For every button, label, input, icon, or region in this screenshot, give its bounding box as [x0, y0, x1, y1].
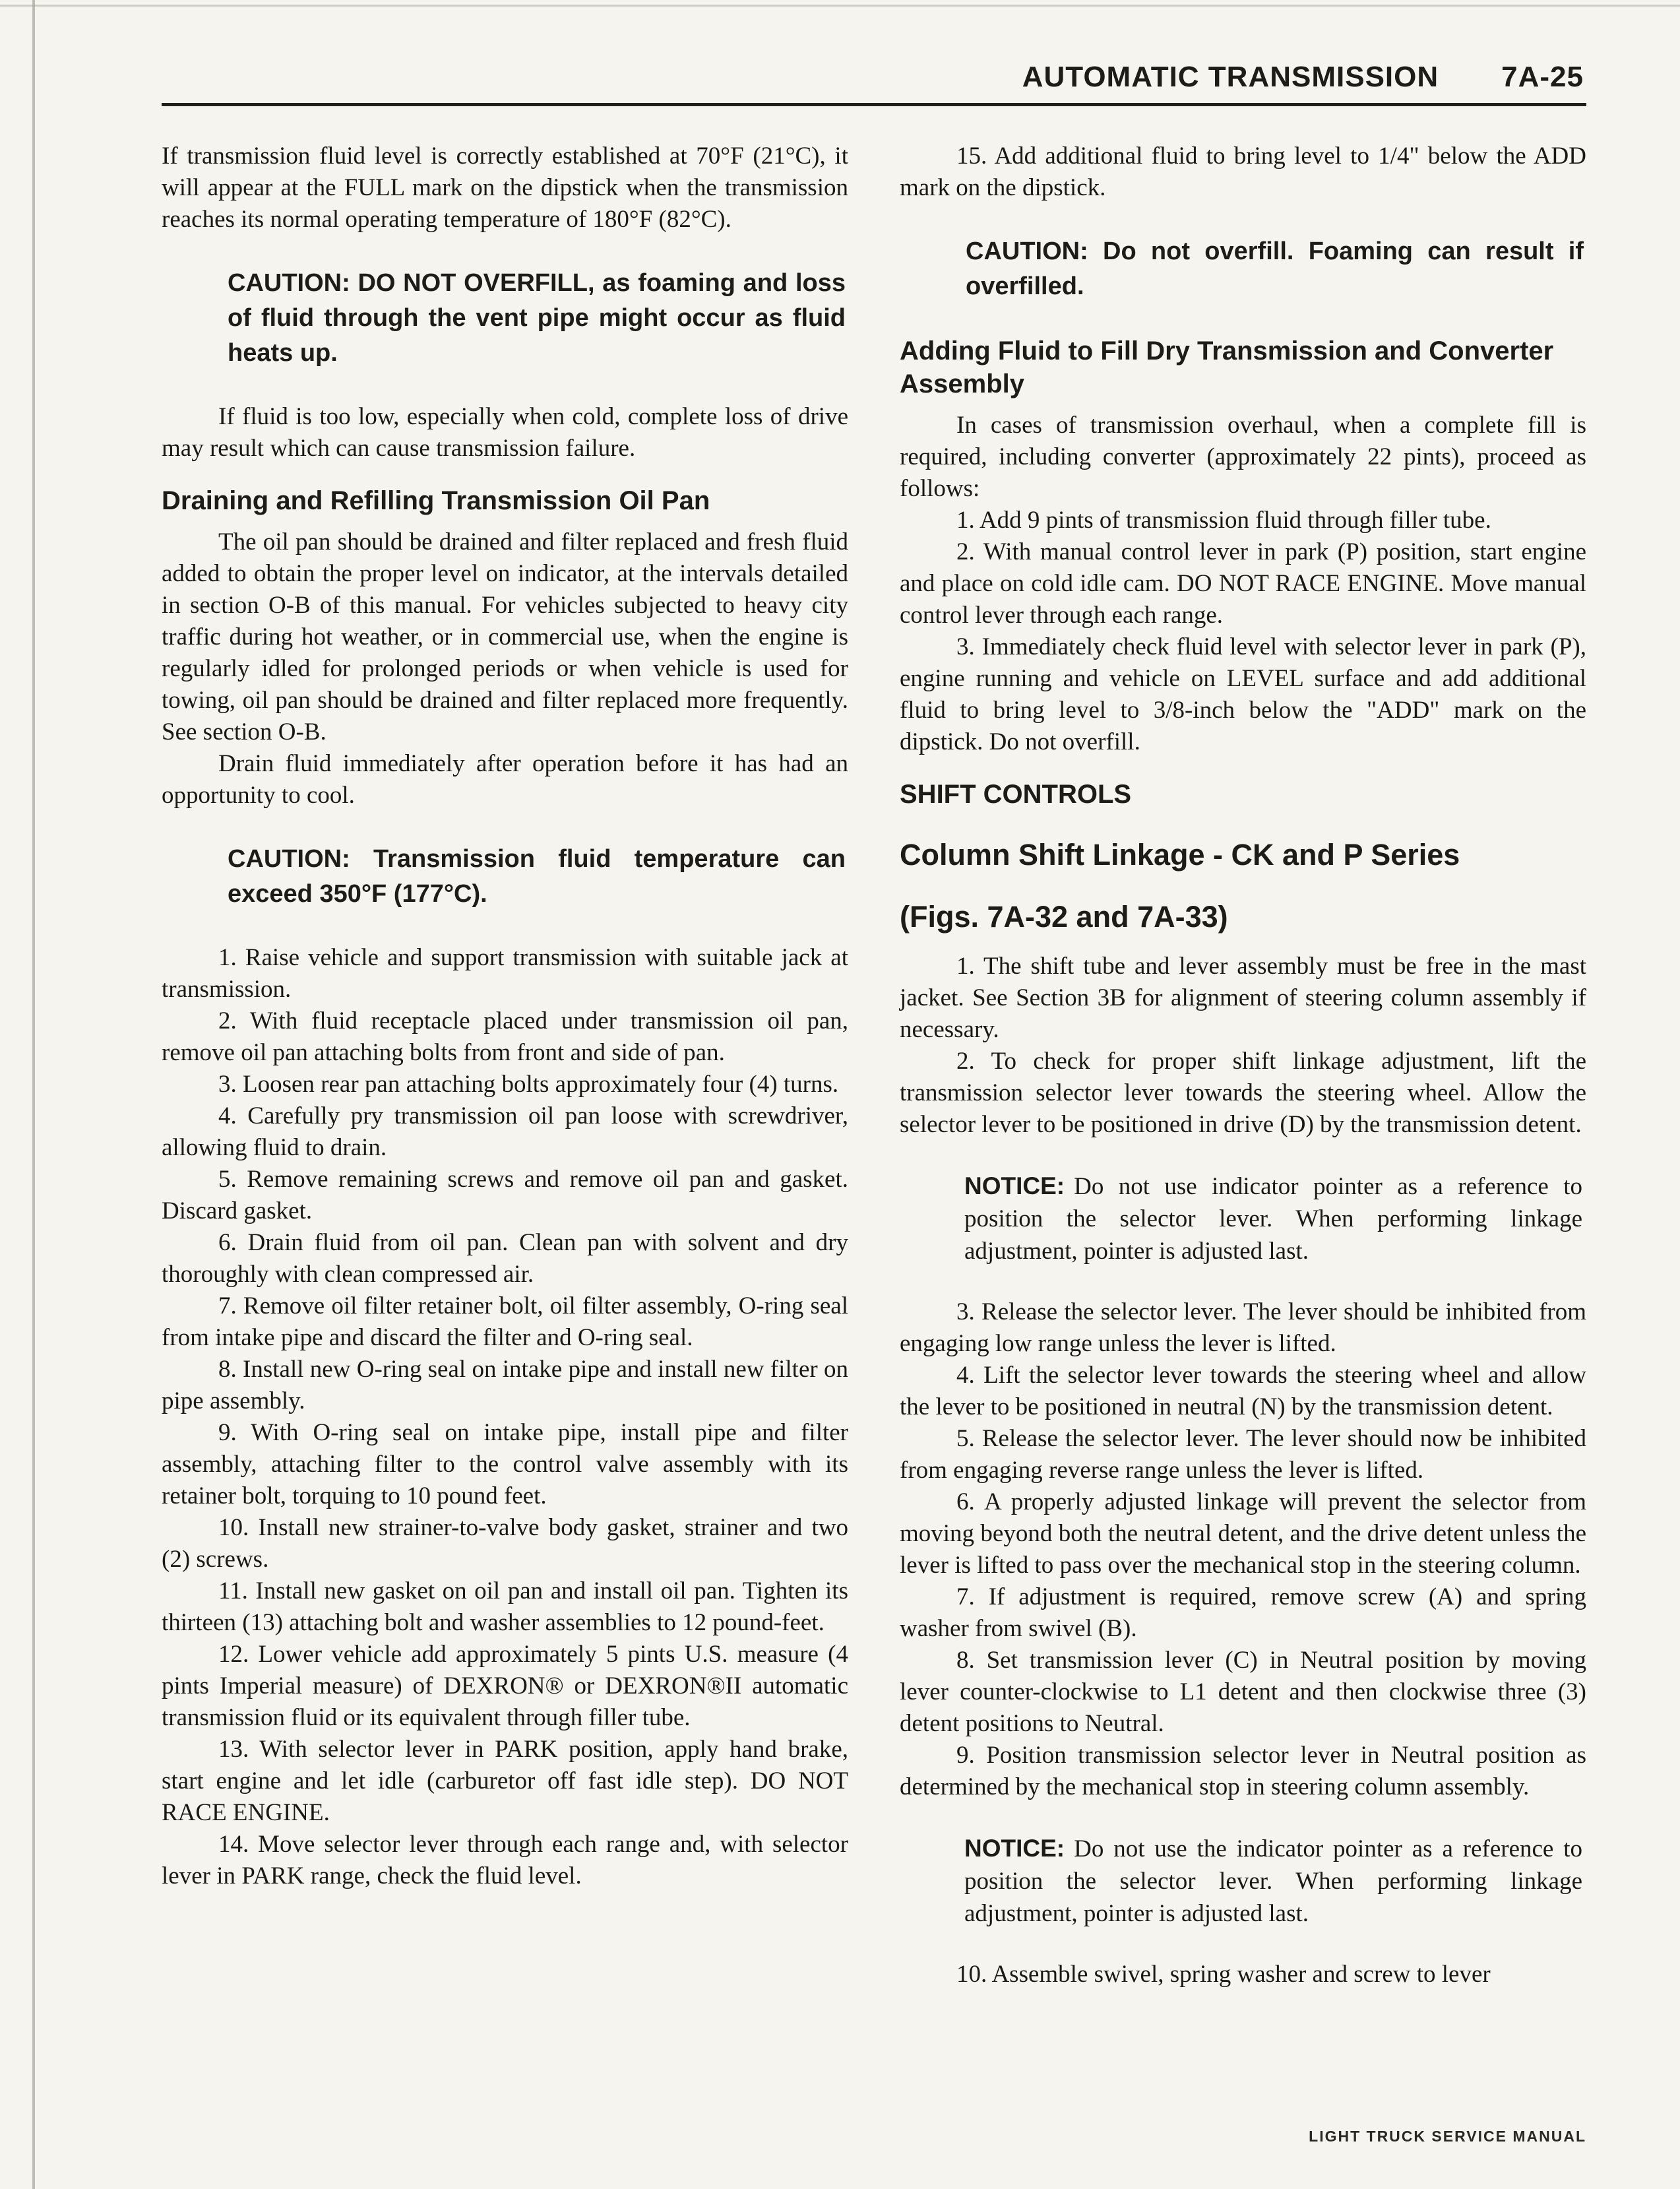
step: 3. Loosen rear pan attaching bolts approximately four (4) turns.	[218, 1071, 839, 1098]
step: 8. Set transmission lever (C) in Neutral position by moving lever counter-clockwise to L1 detent and then clockwise three (3) detent positions to Neutral.	[900, 1647, 1586, 1737]
caution-block: CAUTION: Transmission fluid temperature can exceed 350°F (177°C).	[228, 845, 846, 908]
step: 5. Remove remaining screws and remove oil pan and gasket. Discard gasket.	[162, 1166, 848, 1224]
step: 3. Release the selector lever. The lever should be inhibited from engaging low range unless the lever is lifted.	[900, 1298, 1586, 1357]
notice-label: NOTICE:	[964, 1835, 1065, 1862]
step: 15. Add additional fluid to bring level to 1/4" below the ADD mark on the dipstick.	[900, 143, 1586, 201]
section-heading: SHIFT CONTROLS	[900, 780, 1132, 809]
two-column-text	[162, 141, 1586, 1990]
step: 2. With fluid receptacle placed under transmission oil pan, remove oil pan attaching bolts from front and side of pan.	[162, 1007, 848, 1066]
paragraph: Drain fluid immediately after operation before it has had an opportunity to cool.	[162, 750, 848, 809]
paragraph: The oil pan should be drained and filter replaced and fresh fluid added to obtain the proper level on indicator, at the intervals detailed in section O-B of this manual. For vehicles subjected to heavy city traffic during hot weather, or in commercial use, when the engine is regularly idled for prolonged periods or when vehicle is used for towing, oil pan should be drained and filter replaced more frequently. See section O-B.	[162, 528, 848, 746]
step: 12. Lower vehicle add approximately 5 pints U.S. measure (4 pints Imperial measure) of DEXRON® or DEXRON®II automatic transmission fluid or its equivalent through filler tube.	[162, 1641, 848, 1731]
step: 2. With manual control lever in park (P) position, start engine and place on cold idle cam. DO NOT RACE ENGINE. Move manual control lever through each range.	[900, 538, 1586, 629]
step: 9. Position transmission selector lever in Neutral position as determined by the mechanical stop in steering column assembly.	[900, 1742, 1586, 1800]
figure-reference-heading: (Figs. 7A-32 and 7A-33)	[900, 900, 1228, 934]
header-rule	[162, 103, 1586, 106]
step: 13. With selector lever in PARK position, apply hand brake, start engine and let idle (carburetor off fast idle step). DO NOT RACE ENGINE.	[162, 1736, 848, 1826]
step: 5. Release the selector lever. The lever should now be inhibited from engaging reverse range unless the lever is lifted.	[900, 1425, 1586, 1484]
notice-label: NOTICE:	[964, 1172, 1065, 1199]
caution-block: CAUTION: DO NOT OVERFILL, as foaming and loss of fluid through the vent pipe might occur as fluid heats up.	[228, 269, 846, 367]
step: 1. The shift tube and lever assembly must be free in the mast jacket. See Section 3B for alignment of steering column assembly if necessary.	[900, 953, 1586, 1043]
notice-text: Do not use the indicator pointer as a reference to position the selector lever. When performing linkage adjustment, pointer is adjusted last.	[964, 1835, 1582, 1927]
page-number: 7A-25	[1501, 61, 1584, 93]
paragraph: In cases of transmission overhaul, when a complete fill is required, including converter (approximately 22 pints), proceed as follows:	[900, 412, 1586, 502]
step: 1. Raise vehicle and support transmission with suitable jack at transmission.	[162, 944, 848, 1003]
step: 4. Carefully pry transmission oil pan loose with screwdriver, allowing fluid to drain.	[162, 1102, 848, 1161]
paragraph: If transmission fluid level is correctly established at 70°F (21°C), it will appear at the FULL mark on the dipstick when the transmission reaches its normal operating temperature of 180°F (82°C).	[162, 143, 848, 233]
step: 2. To check for proper shift linkage adjustment, lift the transmission selector lever towards the steering wheel. Allow the selector lever to be positioned in drive (D) by the transmission detent.	[900, 1048, 1586, 1138]
notice-block	[964, 1832, 1582, 1930]
scan-edge-left	[32, 0, 35, 2189]
caution-block: CAUTION: Do not overfill. Foaming can result if overfilled.	[966, 238, 1584, 300]
step: 11. Install new gasket on oil pan and install oil pan. Tighten its thirteen (13) attaching bolt and washer assemblies to 12 pound-feet.	[162, 1577, 848, 1636]
step: 1. Add 9 pints of transmission fluid through filler tube.	[956, 507, 1491, 534]
step: 10. Install new strainer-to-valve body gasket, strainer and two (2) screws.	[162, 1514, 848, 1573]
manual-page	[162, 61, 1586, 1990]
step: 7. If adjustment is required, remove screw (A) and spring washer from swivel (B).	[900, 1583, 1586, 1642]
subsection-heading: Column Shift Linkage - CK and P Series	[900, 838, 1460, 872]
step: 6. Drain fluid from oil pan. Clean pan with solvent and dry thoroughly with clean compressed air.	[162, 1229, 848, 1288]
page-header	[162, 61, 1586, 94]
step: 8. Install new O-ring seal on intake pipe and install new filter on pipe assembly.	[162, 1356, 848, 1414]
right-column	[900, 141, 1586, 1990]
step: 3. Immediately check fluid level with selector lever in park (P), engine running and vehicle on LEVEL surface and add additional fluid to bring level to 3/8-inch below the "ADD" mark on the dipstick. Do not overfill.	[900, 633, 1586, 755]
step: 7. Remove oil filter retainer bolt, oil filter assembly, O-ring seal from intake pipe and discard the filter and O-ring seal.	[162, 1292, 848, 1351]
step: 10. Assemble swivel, spring washer and screw to lever	[956, 1961, 1491, 1988]
step: 14. Move selector lever through each range and, with selector lever in PARK range, check the fluid level.	[162, 1831, 848, 1889]
notice-text: Do not use indicator pointer as a reference to position the selector lever. When performing linkage adjustment, pointer is adjusted last.	[964, 1173, 1582, 1265]
footer-text: LIGHT TRUCK SERVICE MANUAL	[1309, 2128, 1586, 2145]
step: 6. A properly adjusted linkage will prevent the selector from moving beyond both the neutral detent, and the drive detent unless the lever is lifted to pass over the mechanical stop in the steering column.	[900, 1488, 1586, 1579]
step: 4. Lift the selector lever towards the steering wheel and allow the lever to be positioned in neutral (N) by the transmission detent.	[900, 1362, 1586, 1420]
notice-block	[964, 1170, 1582, 1267]
section-heading: Adding Fluid to Fill Dry Transmission and Converter Assembly	[900, 336, 1554, 398]
section-heading: Draining and Refilling Transmission Oil Pan	[162, 486, 710, 515]
step: 9. With O-ring seal on intake pipe, install pipe and filter assembly, attaching filter to the control valve assembly with its retainer bolt, torquing to 10 pound feet.	[162, 1419, 848, 1509]
left-column	[162, 141, 848, 1990]
scan-edge-top	[0, 5, 1680, 7]
page-header-title: AUTOMATIC TRANSMISSION	[1022, 61, 1439, 93]
paragraph: If fluid is too low, especially when cold, complete loss of drive may result which can cause transmission failure.	[162, 403, 848, 462]
